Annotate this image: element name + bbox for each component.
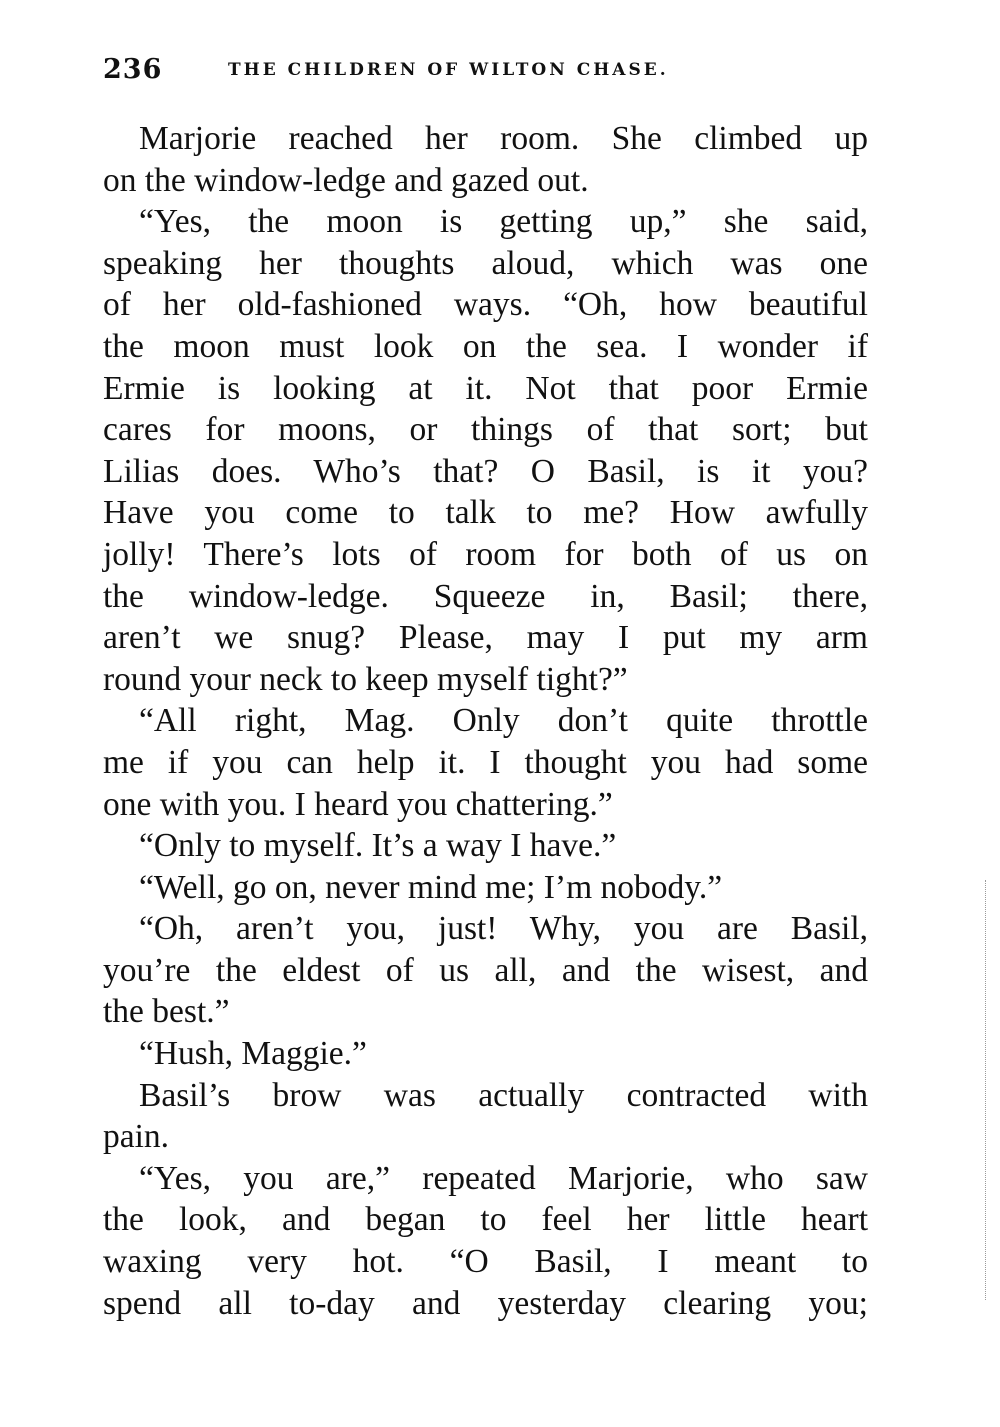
text-line: Lilias does. Who’s that? O Basil, is it you? xyxy=(103,452,868,490)
text-line: cares for moons, or things of that sort; but xyxy=(103,411,868,449)
text-line: “Well, go on, never mind me; I’m nobody.” xyxy=(139,868,723,906)
text-line: on the window-ledge and gazed out. xyxy=(103,161,589,199)
text-line: you’re the eldest of us all, and the wisest, and xyxy=(103,951,868,989)
text-line: me if you can help it. I thought you had some xyxy=(103,743,868,781)
text-line: Marjorie reached her room. She climbed up xyxy=(139,120,868,157)
text-line: spend all to-day and yesterday clearing you; xyxy=(103,1284,868,1322)
text-line: round your neck to keep myself tight?” xyxy=(103,660,628,698)
text-line: jolly! There’s lots of room for both of us on xyxy=(103,535,868,573)
text-line: “Yes, you are,” repeated Marjorie, who saw xyxy=(139,1159,868,1197)
running-head xyxy=(103,54,873,90)
text-line: the window-ledge. Squeeze in, Basil; there, xyxy=(103,577,868,615)
text-line: speaking her thoughts aloud, which was one xyxy=(103,244,868,282)
text-line: “Yes, the moon is getting up,” she said, xyxy=(139,203,868,241)
text-line: the best.” xyxy=(103,993,230,1031)
text-line: waxing very hot. “O Basil, I meant to xyxy=(103,1243,868,1281)
text-line: “All right, Mag. Only don’t quite throttle xyxy=(139,702,868,740)
text-line: the look, and began to feel her little heart xyxy=(103,1201,868,1239)
text-line: “Hush, Maggie.” xyxy=(139,1035,367,1073)
page-number: 236 xyxy=(103,54,163,85)
body-text xyxy=(103,118,868,1324)
text-line: aren’t we snug? Please, may I put my arm xyxy=(103,619,868,657)
book-title: THE CHILDREN OF WILTON CHASE. xyxy=(228,60,669,80)
text-line: of her old-fashioned ways. “Oh, how beautiful xyxy=(103,286,868,324)
scan-margin-dots xyxy=(985,880,988,1300)
text-line: Have you come to talk to me? How awfully xyxy=(103,494,868,532)
text-line: pain. xyxy=(103,1118,170,1156)
text-line: “Only to myself. It’s a way I have.” xyxy=(139,827,617,865)
text-line: one with you. I heard you chattering.” xyxy=(103,785,613,823)
text-line: Basil’s brow was actually contracted with xyxy=(139,1076,868,1114)
text-line: “Oh, aren’t you, just! Why, you are Basil, xyxy=(139,910,868,948)
text-line: the moon must look on the sea. I wonder if xyxy=(103,327,868,365)
text-line: Ermie is looking at it. Not that poor Ermie xyxy=(103,369,868,407)
